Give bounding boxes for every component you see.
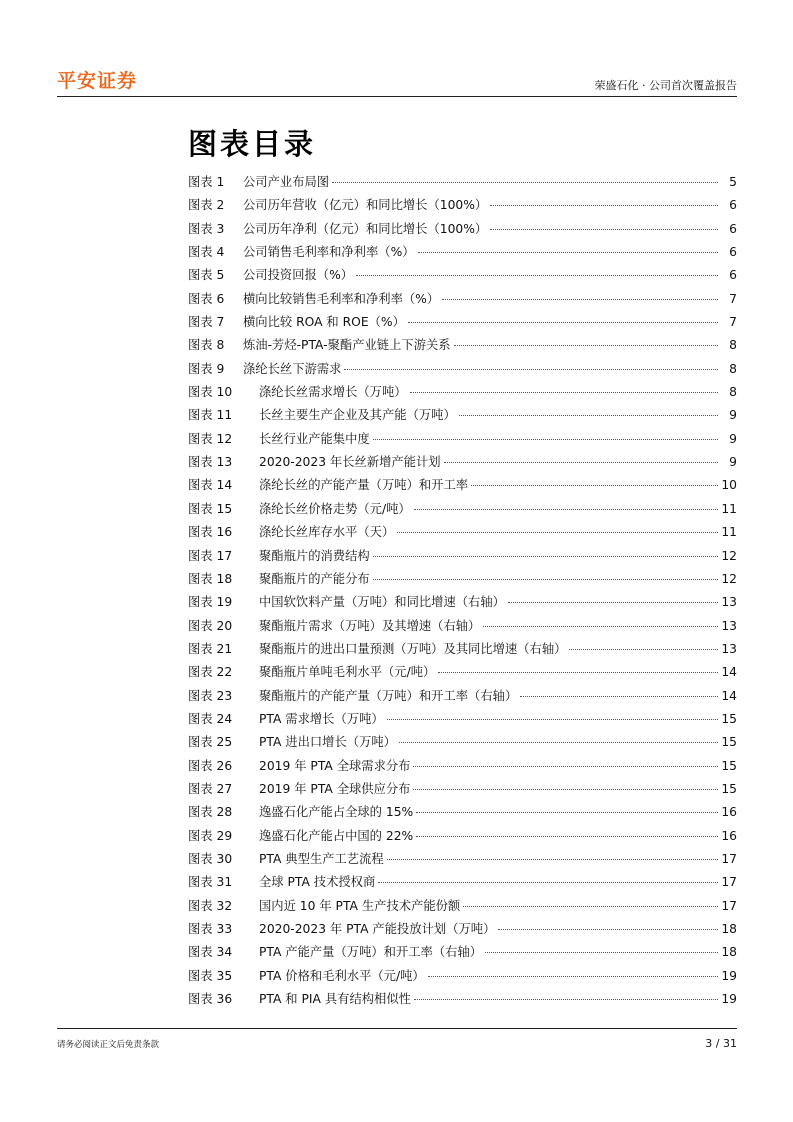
toc-figure-title[interactable]: 国内近 10 年 PTA 生产技术产能份额: [259, 898, 461, 913]
toc-figure-label: 图表 34: [188, 945, 233, 960]
toc-figure-title[interactable]: 长丝行业产能集中度: [259, 431, 370, 446]
toc-dot-leader: [418, 252, 718, 253]
toc-figure-title[interactable]: 2019 年 PTA 全球供应分布: [259, 781, 411, 796]
toc-figure-label: 图表 28: [188, 805, 233, 820]
toc-figure-title[interactable]: PTA 产能产量（万吨）和开工率（右轴）: [259, 945, 483, 960]
toc-page-number[interactable]: 8: [729, 385, 737, 400]
toc-page-number[interactable]: 15: [721, 735, 737, 750]
toc-page-number[interactable]: 6: [729, 198, 737, 213]
toc-page-number[interactable]: 6: [729, 221, 737, 236]
toc-entry[interactable]: [188, 942, 737, 965]
toc-figure-title[interactable]: 逸盛石化产能占全球的 15%: [259, 805, 414, 820]
toc-dot-leader: [463, 906, 718, 907]
toc-figure-title[interactable]: 聚酯瓶片单吨毛利水平（元/吨）: [259, 665, 436, 680]
toc-figure-title[interactable]: 炼油-芳烃-PTA-聚酯产业链上下游关系: [243, 338, 451, 353]
toc-figure-label: 图表 13: [188, 455, 233, 470]
toc-entry[interactable]: [188, 219, 737, 242]
page-header: [57, 66, 737, 97]
toc-dot-leader: [399, 742, 718, 743]
figure-table-of-contents: [188, 172, 737, 1012]
toc-figure-title[interactable]: PTA 价格和毛利水平（元/吨）: [259, 968, 425, 983]
toc-figure-title[interactable]: 涤纶长丝价格走势（元/吨）: [259, 501, 411, 516]
toc-entry[interactable]: [188, 289, 737, 312]
toc-page-number[interactable]: 15: [721, 781, 737, 796]
toc-figure-label: 图表 24: [188, 711, 233, 726]
toc-entry[interactable]: [188, 359, 737, 382]
toc-figure-label: 图表 19: [188, 595, 233, 610]
toc-dot-leader: [428, 976, 718, 977]
toc-dot-leader: [483, 626, 718, 627]
toc-figure-label: 图表 32: [188, 898, 233, 913]
toc-page-number[interactable]: 18: [721, 922, 737, 936]
toc-entry[interactable]: [188, 686, 737, 709]
toc-figure-label: 图表 1: [188, 175, 225, 189]
toc-entry[interactable]: [188, 475, 737, 498]
toc-figure-label: 图表 35: [188, 968, 233, 983]
toc-dot-leader: [397, 532, 718, 533]
toc-dot-leader: [442, 299, 718, 300]
toc-figure-label: 图表 6: [188, 291, 225, 306]
toc-entry[interactable]: [188, 616, 737, 639]
toc-figure-title[interactable]: PTA 典型生产工艺流程: [259, 851, 384, 866]
toc-dot-leader: [520, 696, 718, 697]
toc-entry[interactable]: [188, 826, 737, 849]
toc-entry[interactable]: [188, 709, 737, 732]
toc-dot-leader: [332, 182, 718, 183]
toc-figure-label: 图表 29: [188, 828, 233, 843]
page-number: 3 / 31: [705, 1037, 737, 1050]
toc-dot-leader: [413, 766, 718, 767]
toc-page-number[interactable]: 7: [729, 291, 737, 306]
toc-page-number[interactable]: 9: [729, 431, 737, 446]
toc-page-number[interactable]: 6: [729, 268, 737, 283]
toc-page-number[interactable]: 17: [721, 851, 737, 866]
toc-dot-leader: [498, 929, 718, 930]
toc-entry[interactable]: [188, 849, 737, 872]
toc-figure-title[interactable]: 2019 年 PTA 全球需求分布: [259, 758, 411, 773]
disclaimer-text: 请务必阅读正文后免责条款: [57, 1040, 160, 1050]
toc-dot-leader: [414, 509, 718, 510]
toc-page-number[interactable]: 6: [729, 245, 737, 260]
toc-dot-leader: [344, 369, 718, 370]
toc-figure-title[interactable]: 涤纶长丝需求增长（万吨）: [259, 385, 407, 400]
toc-page-number[interactable]: 13: [721, 641, 737, 656]
toc-dot-leader: [471, 485, 718, 486]
toc-figure-label: 图表 26: [188, 758, 233, 773]
toc-figure-title[interactable]: PTA 需求增长（万吨）: [259, 711, 384, 726]
toc-dot-leader: [373, 439, 718, 440]
toc-figure-label: 图表 30: [188, 851, 233, 866]
toc-entry[interactable]: [188, 405, 737, 428]
toc-page-number[interactable]: 19: [721, 992, 737, 1007]
toc-figure-label: 图表 15: [188, 501, 233, 516]
toc-dot-leader: [410, 392, 718, 393]
toc-dot-leader: [416, 836, 718, 837]
toc-entry[interactable]: [188, 195, 737, 218]
toc-page-number[interactable]: 18: [721, 945, 737, 960]
toc-page-number[interactable]: 9: [729, 455, 737, 470]
toc-figure-title[interactable]: 2020-2023 年 PTA 产能投放计划（万吨）: [259, 922, 496, 936]
toc-page-number[interactable]: 13: [721, 595, 737, 610]
toc-page-number[interactable]: 12: [721, 548, 737, 563]
toc-entry[interactable]: [188, 382, 737, 405]
toc-figure-label: 图表 23: [188, 688, 233, 703]
toc-page-number[interactable]: 8: [729, 338, 737, 353]
toc-figure-title[interactable]: 聚酯瓶片的进出口量预测（万吨）及其同比增速（右轴）: [259, 641, 567, 656]
toc-page-number[interactable]: 14: [721, 688, 737, 703]
toc-figure-title[interactable]: 公司历年营收（亿元）和同比增长（100%）: [243, 198, 488, 213]
toc-figure-title[interactable]: 聚酯瓶片的产能产量（万吨）和开工率（右轴）: [259, 688, 518, 703]
toc-dot-leader: [387, 859, 718, 860]
toc-dot-leader: [444, 462, 718, 463]
toc-entry[interactable]: [188, 872, 737, 895]
report-title: 荣盛石化 · 公司首次覆盖报告: [594, 79, 737, 92]
toc-dot-leader: [387, 719, 718, 720]
toc-figure-title[interactable]: 公司历年净利（亿元）和同比增长（100%）: [243, 221, 488, 236]
toc-figure-title[interactable]: 横向比较 ROA 和 ROE（%）: [243, 315, 405, 330]
toc-figure-title[interactable]: 公司投资回报（%）: [243, 268, 354, 283]
toc-figure-title[interactable]: PTA 进出口增长（万吨）: [259, 735, 396, 750]
toc-figure-title[interactable]: 2020-2023 年长丝新增产能计划: [259, 455, 441, 470]
toc-dot-leader: [378, 882, 718, 883]
toc-dot-leader: [373, 579, 718, 580]
toc-dot-leader: [459, 415, 718, 416]
toc-figure-label: 图表 18: [188, 571, 233, 586]
toc-entry[interactable]: [188, 639, 737, 662]
toc-page-number[interactable]: 12: [721, 571, 737, 586]
toc-figure-label: 图表 2: [188, 198, 225, 213]
toc-entry[interactable]: [188, 335, 737, 358]
toc-page-number[interactable]: 17: [721, 898, 737, 913]
toc-page-number[interactable]: 13: [721, 618, 737, 633]
toc-dot-leader: [414, 999, 718, 1000]
toc-page-number[interactable]: 14: [721, 665, 737, 680]
page-title: 图表目录: [188, 127, 317, 161]
toc-dot-leader: [490, 229, 718, 230]
toc-figure-label: 图表 33: [188, 922, 233, 936]
toc-figure-title[interactable]: 长丝主要生产企业及其产能（万吨）: [259, 408, 456, 423]
toc-figure-label: 图表 22: [188, 665, 233, 680]
toc-figure-title[interactable]: 横向比较销售毛利率和净利率（%）: [243, 291, 440, 306]
toc-page-number[interactable]: 11: [721, 525, 737, 540]
toc-figure-label: 图表 14: [188, 478, 233, 493]
toc-page-number[interactable]: 15: [721, 711, 737, 726]
toc-entry[interactable]: [188, 172, 737, 195]
toc-figure-title[interactable]: 涤纶长丝下游需求: [243, 361, 342, 376]
toc-dot-leader: [485, 952, 718, 953]
toc-entry[interactable]: [188, 452, 737, 475]
toc-dot-leader: [373, 556, 718, 557]
toc-entry[interactable]: [188, 265, 737, 288]
toc-figure-label: 图表 11: [188, 408, 233, 423]
toc-entry[interactable]: [188, 919, 737, 942]
toc-dot-leader: [454, 345, 718, 346]
toc-dot-leader: [356, 275, 718, 276]
toc-figure-title[interactable]: PTA 和 PIA 具有结构相似性: [259, 992, 411, 1007]
toc-figure-label: 图表 25: [188, 735, 233, 750]
toc-figure-title[interactable]: 逸盛石化产能占中国的 22%: [259, 828, 414, 843]
toc-figure-title[interactable]: 公司销售毛利率和净利率（%）: [243, 245, 415, 260]
toc-page-number[interactable]: 17: [721, 875, 737, 890]
toc-figure-label: 图表 3: [188, 221, 225, 236]
page-footer: [57, 1028, 737, 1049]
toc-page-number[interactable]: 15: [721, 758, 737, 773]
toc-entry[interactable]: [188, 779, 737, 802]
toc-entry[interactable]: [188, 592, 737, 615]
toc-entry[interactable]: [188, 312, 737, 335]
toc-figure-title[interactable]: 涤纶长丝库存水平（天）: [259, 525, 395, 540]
toc-page-number[interactable]: 11: [721, 501, 737, 516]
toc-figure-label: 图表 5: [188, 268, 225, 283]
toc-figure-label: 图表 36: [188, 992, 233, 1007]
toc-figure-label: 图表 27: [188, 781, 233, 796]
ping-an-securities-logo: 平安证券: [57, 70, 138, 92]
toc-figure-title[interactable]: 聚酯瓶片的产能分布: [259, 571, 370, 586]
toc-entry[interactable]: [188, 242, 737, 265]
toc-page-number[interactable]: 16: [721, 805, 737, 820]
toc-figure-label: 图表 10: [188, 385, 233, 400]
toc-entry[interactable]: [188, 966, 737, 989]
toc-figure-label: 图表 20: [188, 618, 233, 633]
toc-entry[interactable]: [188, 569, 737, 592]
toc-entry[interactable]: [188, 662, 737, 685]
toc-page-number[interactable]: 5: [729, 175, 737, 189]
toc-figure-label: 图表 21: [188, 641, 233, 656]
toc-dot-leader: [438, 672, 718, 673]
toc-dot-leader: [413, 789, 718, 790]
toc-page-number[interactable]: 7: [729, 315, 737, 330]
toc-figure-label: 图表 12: [188, 431, 233, 446]
toc-figure-title[interactable]: 中国软饮料产量（万吨）和同比增速（右轴）: [259, 595, 505, 610]
toc-entry[interactable]: [188, 732, 737, 755]
toc-dot-leader: [569, 649, 718, 650]
toc-figure-label: 图表 8: [188, 338, 225, 353]
toc-dot-leader: [508, 602, 718, 603]
toc-entry[interactable]: [188, 802, 737, 825]
toc-dot-leader: [490, 205, 718, 206]
toc-page-number[interactable]: 8: [729, 361, 737, 376]
toc-figure-label: 图表 9: [188, 361, 225, 376]
toc-entry[interactable]: [188, 989, 737, 1012]
toc-figure-title[interactable]: 全球 PTA 技术授权商: [259, 875, 376, 890]
toc-dot-leader: [408, 322, 718, 323]
toc-dot-leader: [416, 812, 718, 813]
toc-figure-title[interactable]: 公司产业布局图: [243, 175, 330, 189]
toc-figure-label: 图表 31: [188, 875, 233, 890]
toc-entry[interactable]: [188, 756, 737, 779]
toc-page-number[interactable]: 16: [721, 828, 737, 843]
toc-figure-label: 图表 7: [188, 315, 225, 330]
toc-figure-title[interactable]: 聚酯瓶片的消费结构: [259, 548, 370, 563]
toc-entry[interactable]: [188, 429, 737, 452]
toc-page-number[interactable]: 9: [729, 408, 737, 423]
toc-entry[interactable]: [188, 499, 737, 522]
toc-figure-title[interactable]: 聚酯瓶片需求（万吨）及其增速（右轴）: [259, 618, 481, 633]
toc-figure-label: 图表 16: [188, 525, 233, 540]
toc-figure-label: 图表 17: [188, 548, 233, 563]
toc-entry[interactable]: [188, 522, 737, 545]
toc-entry[interactable]: [188, 546, 737, 569]
toc-entry[interactable]: [188, 896, 737, 919]
toc-page-number[interactable]: 19: [721, 968, 737, 983]
toc-figure-label: 图表 4: [188, 245, 225, 260]
toc-page-number[interactable]: 10: [721, 478, 737, 493]
toc-figure-title[interactable]: 涤纶长丝的产能产量（万吨）和开工率: [259, 478, 469, 493]
